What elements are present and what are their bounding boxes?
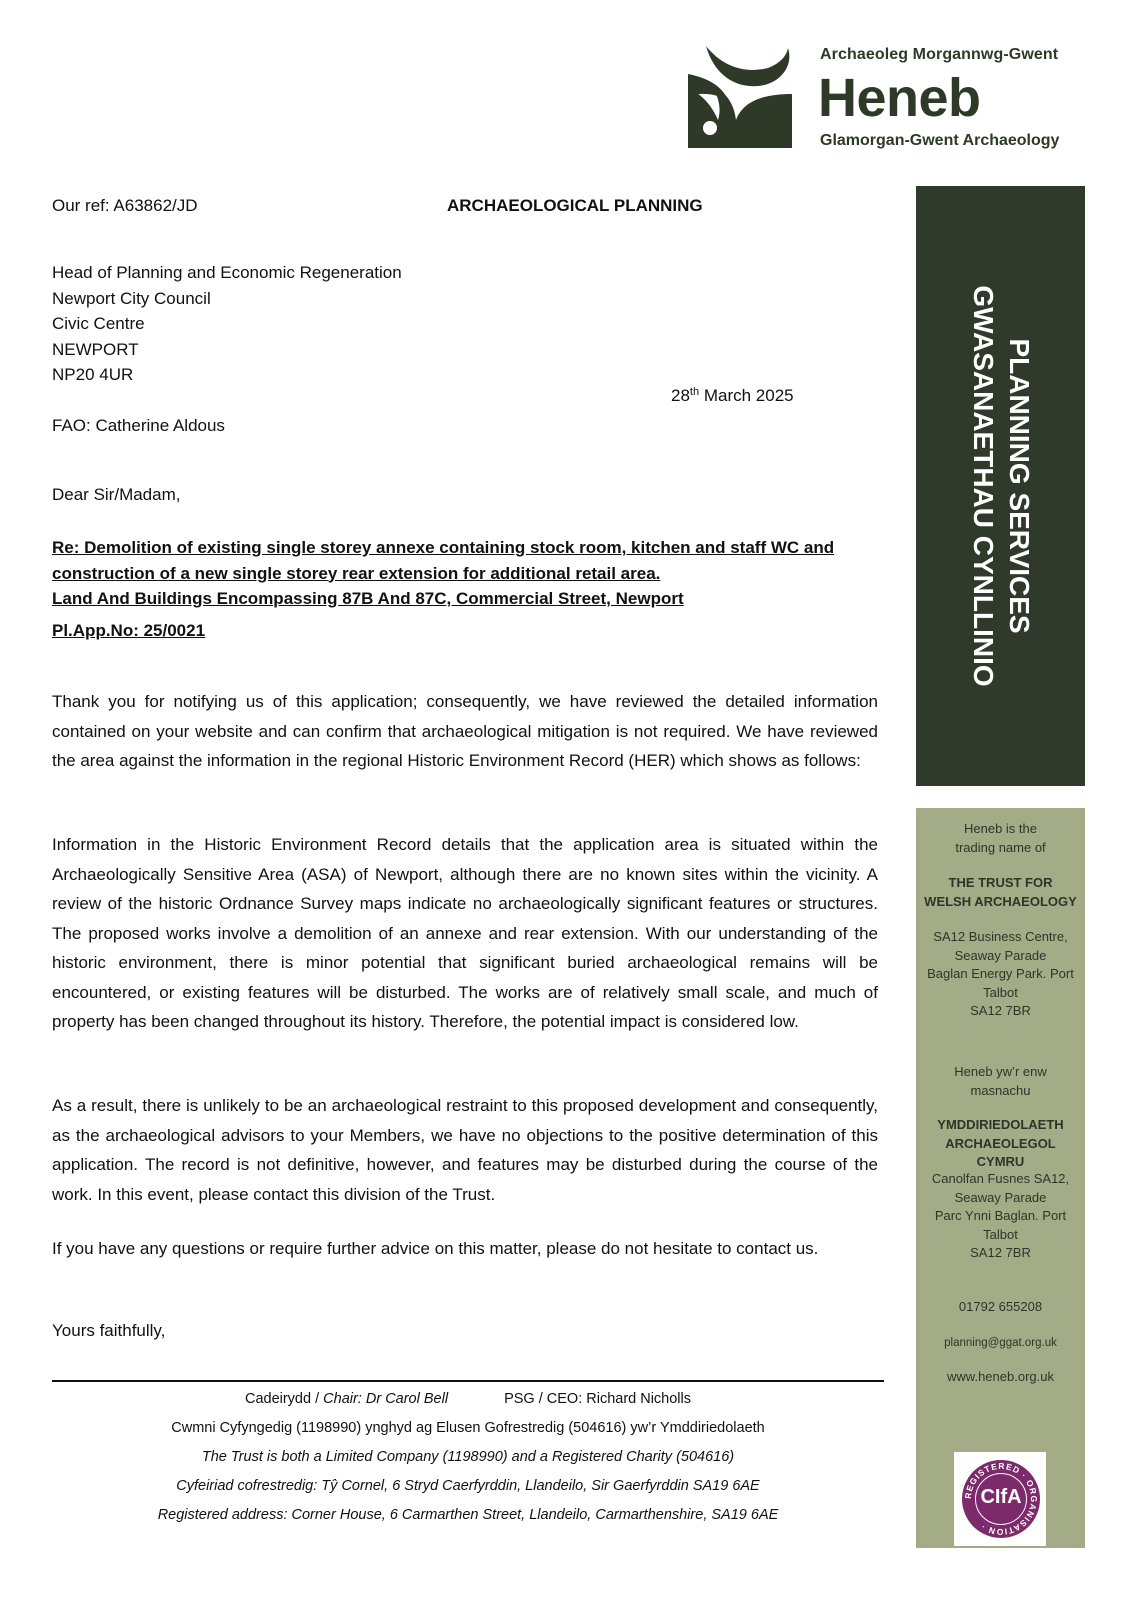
our-reference: Our ref: A63862/JD <box>52 196 198 215</box>
address-line: Head of Planning and Economic Regeneration <box>52 263 402 282</box>
logo-english-name: Glamorgan-Gwent Archaeology <box>820 132 1060 149</box>
heneb-logo-icon <box>688 44 792 148</box>
cifa-badge <box>954 1452 1046 1546</box>
address-line: NEWPORT <box>52 339 139 359</box>
closing: Yours faithfully, <box>52 1321 166 1340</box>
footer-address-welsh: Cyfeiriad cofrestredig: Tŷ Cornel, 6 Stryd Caerfyrddin, Llandeilo, Sir Gaerfyrddin SA19 6AE <box>176 1478 760 1494</box>
cifa-badge-text: CIfA <box>980 1486 1022 1508</box>
logo-welsh-name: Archaeoleg Morgannwg-Gwent <box>820 46 1059 63</box>
phone-number: 01792 655208 <box>958 1299 1043 1314</box>
footer-divider <box>52 1380 884 1382</box>
body-paragraph: Information in the Historic Environment Record details that the application area is situated within the Archaeologically Sensitive Area (ASA) of Newport, although there are no known sites within the vicinity. A review of the historic Ordnance Survey maps indicate no archaeologically significant features or structures. The proposed works involve a demolition of an annexe and rear extension. With our understanding of the historic environment, there is minor potential that significant buried archaeological remains will be encountered, or existing features will be disturbed. The works are of relatively small scale, and much of property has been changed throughout its history. Therefore, the potential impact is considered low. <box>52 835 878 1031</box>
trading-name-welsh: Heneb yw’r enw masnachu <box>954 1064 1047 1098</box>
chair-name: Chair: Dr Carol Bell <box>323 1391 449 1407</box>
date-suffix: th <box>689 386 700 398</box>
letter-date <box>671 386 794 406</box>
sidebar-title-welsh: GWASANAETHAU CYNLLINIO <box>967 285 999 687</box>
subject-block <box>52 535 902 612</box>
trading-name-english: Heneb is the trading name of <box>955 821 1046 855</box>
subject-site: Land And Buildings Encompassing 87B And 87C, Commercial Street, Newport <box>52 589 684 608</box>
trust-name-welsh: YMDDIRIEDOLAETH ARCHAEOLEGOL CYMRU <box>937 1117 1064 1169</box>
footer-company-english: The Trust is both a Limited Company (1198990) and a Registered Charity (504616) <box>201 1449 735 1465</box>
address-welsh: Canolfan Fusnes SA12, Seaway Parade Parc Ynni Baglan. Port Talbot SA12 7BR <box>931 1171 1070 1260</box>
address-line: Newport City Council <box>52 288 211 308</box>
address-english: SA12 Business Centre, Seaway Parade Baglan Energy Park. Port Talbot SA12 7BR <box>927 929 1074 1018</box>
chair-prefix: Cadeirydd / <box>244 1391 324 1407</box>
document-heading: ARCHAEOLOGICAL PLANNING <box>447 196 703 215</box>
footer-address-english: Registered address: Corner House, 6 Carmarthen Street, Llandeilo, Carmarthenshire, SA19 6AE <box>157 1507 779 1523</box>
footer-company-welsh: Cwmni Cyfyngedig (1198990) ynghyd ag Elusen Gofrestredig (504616) yw’r Ymddiriedolaeth <box>171 1420 765 1436</box>
date-day: 28 <box>671 386 690 405</box>
body-paragraph: If you have any questions or require further advice on this matter, please do not hesitate to contact us. <box>52 1239 819 1258</box>
trust-name-english: THE TRUST FOR WELSH ARCHAEOLOGY <box>924 875 1077 909</box>
ceo-name: PSG / CEO: Richard Nicholls <box>504 1391 692 1407</box>
cifa-badge-icon <box>962 1460 1040 1538</box>
svg-text:REGISTERED · ORGANISATION ·: REGISTERED · ORGANISATION · <box>962 1460 1040 1538</box>
body-paragraph: As a result, there is unlikely to be an archaeological restraint to this proposed development and consequently, as the archaeological advisors to your Members, we have no objections to the positive determination of this application. The record is not definitive, however, and features may be disturbed during the course of the work. In this event, please contact this division of the Trust. <box>52 1096 878 1204</box>
email-link[interactable]: planning@ggat.org.uk <box>944 1337 1057 1349</box>
sidebar-contact-panel <box>916 808 1085 1548</box>
address-line: NP20 4UR <box>52 365 134 384</box>
logo-name: Heneb <box>818 68 981 128</box>
sidebar-title-english: PLANNING SERVICES <box>1003 338 1035 634</box>
sidebar-title <box>965 285 1037 686</box>
address-line: Civic Centre <box>52 314 145 333</box>
fao-line: FAO: Catherine Aldous <box>52 416 225 435</box>
recipient-address <box>52 260 402 388</box>
website-link[interactable]: www.heneb.org.uk <box>947 1369 1054 1384</box>
sidebar-title-panel <box>916 186 1085 786</box>
footer-officers <box>52 1391 884 1407</box>
salutation: Dear Sir/Madam, <box>52 485 181 504</box>
application-number: Pl.App.No: 25/0021 <box>52 621 206 640</box>
date-rest: March 2025 <box>699 386 794 405</box>
subject-description: Re: Demolition of existing single storey annexe containing stock room, kitchen and staff WC and construction of a new single storey rear extension for additional retail area. <box>52 538 835 583</box>
body-paragraph: Thank you for notifying us of this application; consequently, we have reviewed the detailed information contained on your website and can confirm that archaeological mitigation is not required. We have reviewed the area against the information in the regional Historic Environment Record (HER) which shows as follows: <box>52 692 878 770</box>
